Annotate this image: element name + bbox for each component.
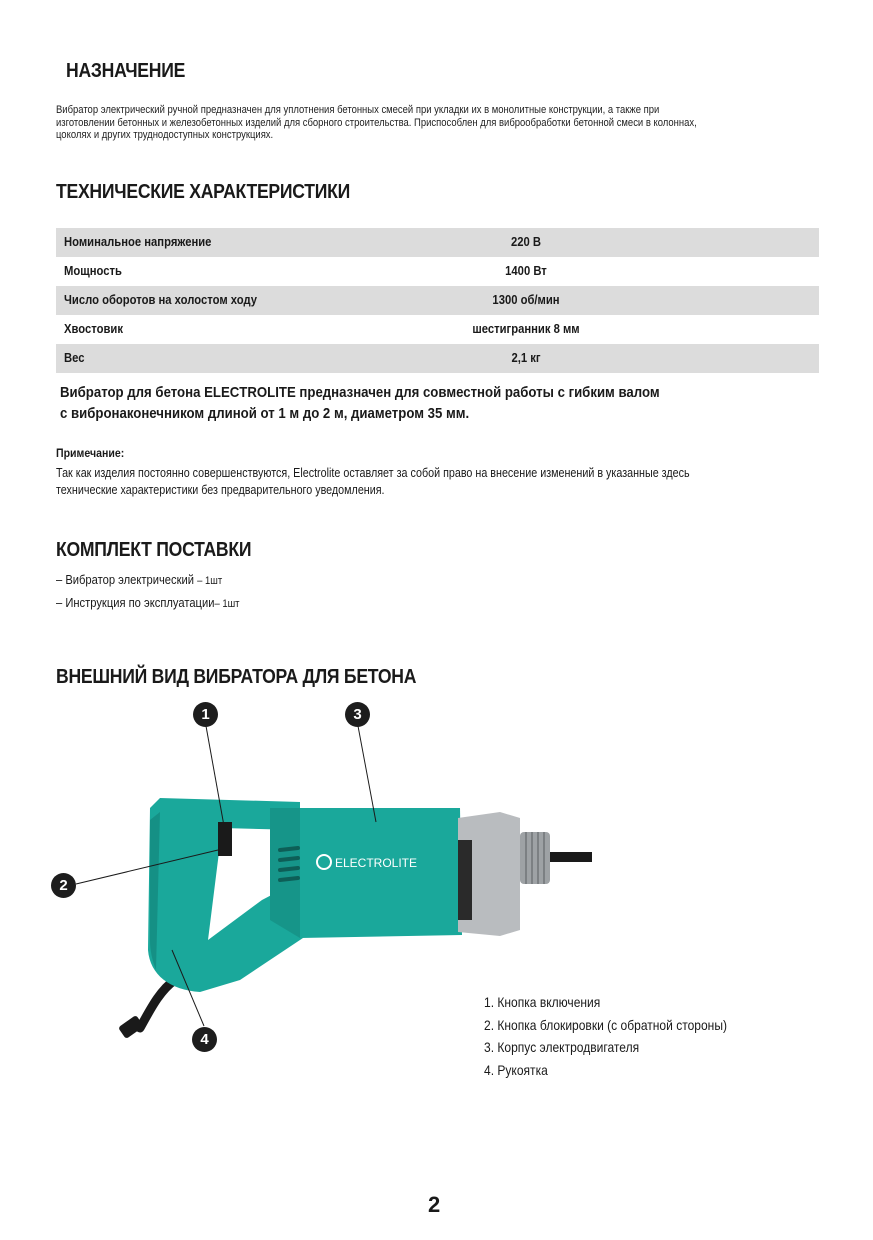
callout-marker: 1 — [193, 702, 218, 727]
spec-label: Мощность — [64, 264, 122, 278]
purpose-heading: НАЗНАЧЕНИЕ — [66, 60, 186, 82]
spec-label: Хвостовик — [64, 322, 123, 336]
kit-item-qty: – 1шт — [214, 598, 240, 610]
motor-housing-shade — [270, 808, 300, 938]
specs-table — [56, 228, 819, 373]
callout-marker: 3 — [345, 702, 370, 727]
compat-paragraph — [60, 382, 660, 424]
purpose-line: изготовлении бетонных и железобетонных изделий для сборного строительства. Приспособлен для виброобработки бетонной смеси в колоннах, — [56, 116, 697, 129]
kit-item-text: – Инструкция по эксплуатации — [56, 595, 215, 610]
purpose-line: Вибратор электрический ручной предназначен для уплотнения бетонных смесей при укладки их в монолитные конструкции, а также при — [56, 104, 660, 116]
spec-label: Номинальное напряжение — [64, 235, 212, 249]
spec-row — [56, 315, 819, 344]
kit-item-text: – Вибратор электрический — [56, 572, 198, 587]
compat-line-1: Вибратор для бетона ELECTROLITE предназначен для совместной работы с гибким валом — [60, 384, 660, 401]
kit-item — [56, 595, 240, 610]
spec-label: Вес — [64, 351, 85, 365]
legend-item: 2. Кнопка блокировки (с обратной стороны) — [484, 1016, 728, 1033]
spec-value: 220 В — [510, 235, 542, 249]
spec-row — [56, 257, 819, 286]
appearance-heading: ВНЕШНИЙ ВИД ВИБРАТОРА ДЛЯ БЕТОНА — [56, 666, 417, 688]
note-line-2: технические характеристики без предварительного уведомления. — [56, 483, 385, 497]
compat-line-2: с вибронаконечником длиной от 1 м до 2 м, диаметром 35 мм. — [60, 405, 470, 422]
legend-item: 1. Кнопка включения — [484, 994, 601, 1010]
kit-heading: КОМПЛЕКТ ПОСТАВКИ — [56, 539, 252, 561]
spec-value: 1300 об/мин — [492, 293, 560, 307]
purpose-line: цоколях и других труднодоступных конструкциях. — [56, 129, 274, 141]
note-text — [56, 465, 690, 499]
kit-item-qty: – 1шт — [197, 575, 223, 587]
legend-item: 3. Корпус электродвигателя — [484, 1039, 640, 1055]
spec-row — [56, 228, 819, 257]
callout-marker: 4 — [192, 1027, 217, 1052]
purpose-text — [56, 104, 830, 142]
note-title: Примечание: — [56, 446, 125, 460]
spec-value: шестигранник 8 мм — [472, 322, 580, 336]
kit-item — [56, 572, 222, 587]
spec-value: 2,1 кг — [511, 351, 541, 365]
brand-label: ELECTROLITE — [335, 856, 418, 870]
power-cord — [140, 980, 175, 1028]
page-number: 2 — [428, 1192, 441, 1217]
callout-marker: 2 — [51, 873, 76, 898]
spec-label: Число оборотов на холостом ходу — [64, 293, 258, 307]
legend-item: 4. Рукоятка — [484, 1061, 548, 1078]
note-line-1: Так как изделия постоянно совершенствуются, Electrolite оставляет за собой право на внесение изменений в указанные здесь — [56, 466, 690, 480]
spec-row — [56, 344, 819, 373]
parts-legend — [484, 991, 767, 1081]
hex-shank — [550, 852, 592, 862]
threaded-coupling — [520, 832, 550, 884]
spec-row — [56, 286, 819, 315]
specs-heading: ТЕХНИЧЕСКИЕ ХАРАКТЕРИСТИКИ — [56, 181, 351, 203]
gear-head-band — [458, 840, 472, 920]
power-button-icon — [218, 822, 232, 856]
spec-value: 1400 Вт — [505, 264, 547, 278]
